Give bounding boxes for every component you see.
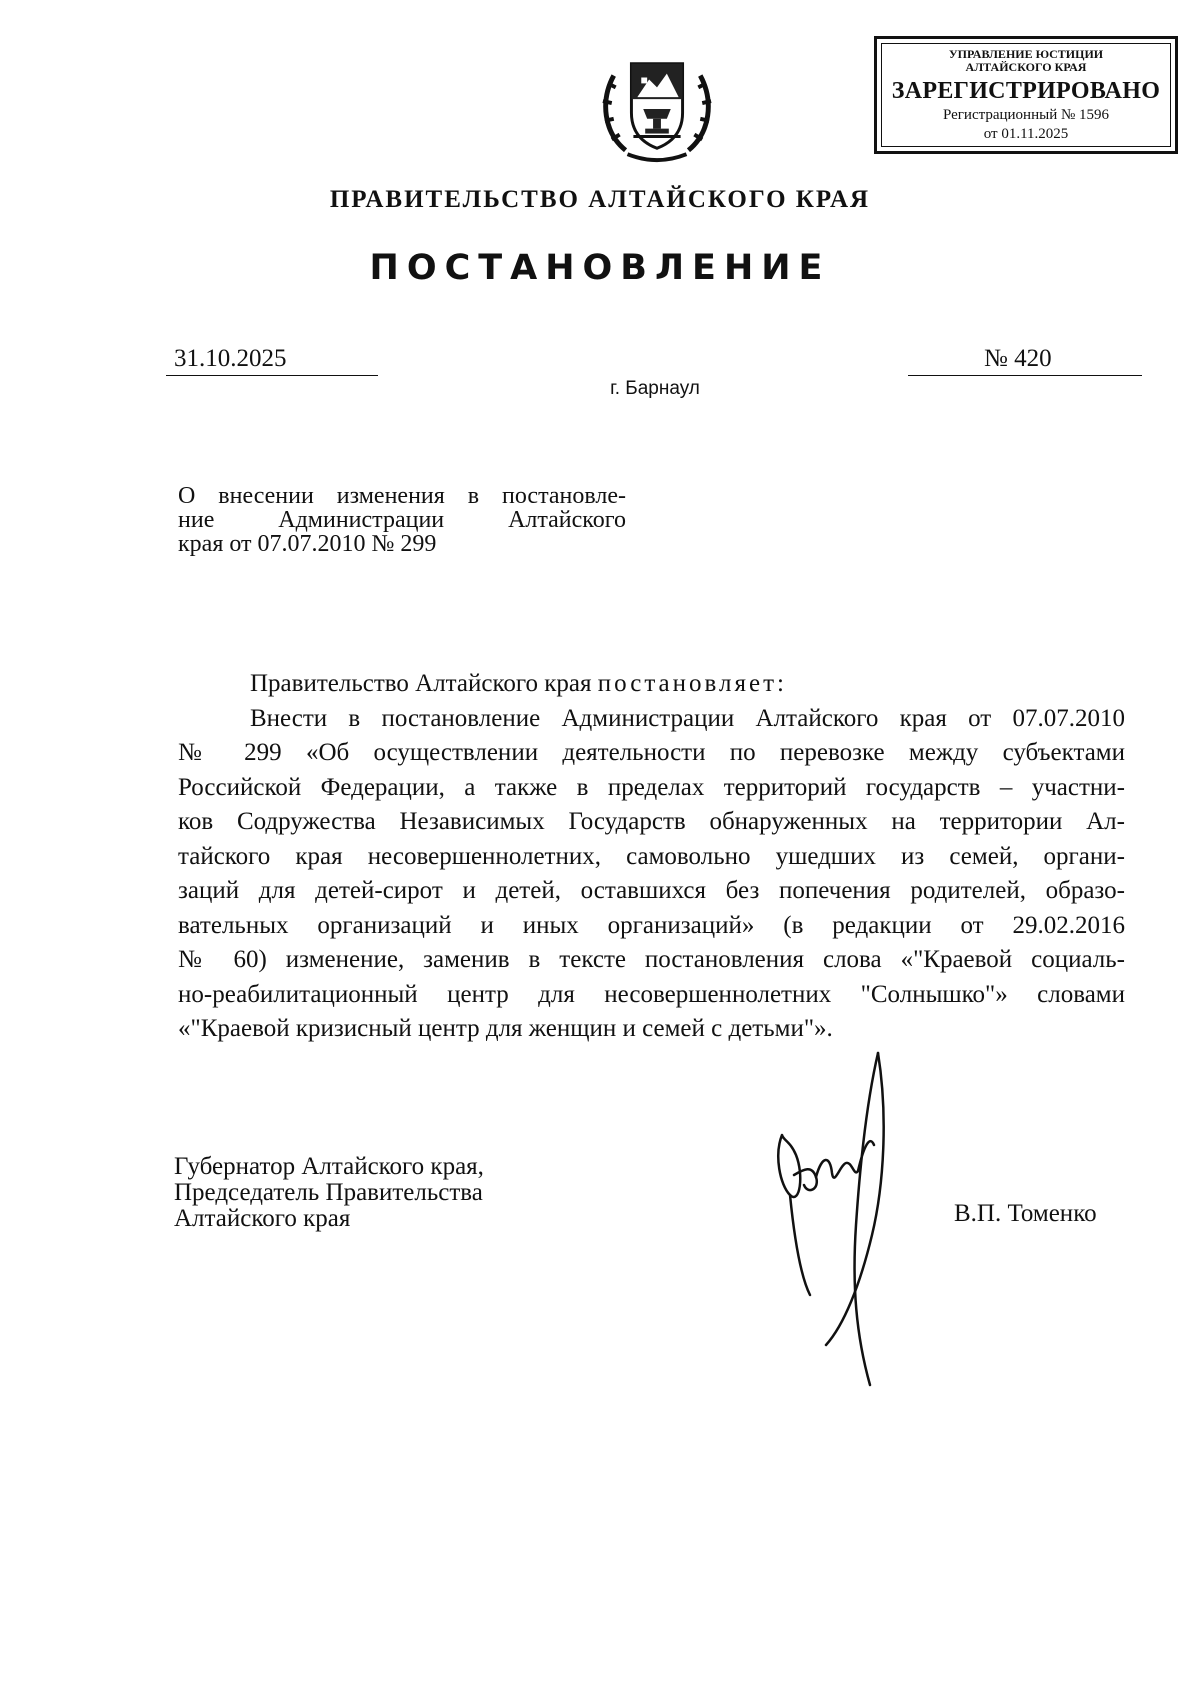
signatory-name: В.П. Томенко <box>954 1200 1097 1227</box>
body-line: заций для детей-сирот и детей, оставшихся без попечения родителей, образо- <box>178 877 1125 904</box>
body-line: тайского края несовершеннолетних, самовольно ушедших из семей, органи- <box>178 842 1125 870</box>
document-type-title: ПОСТАНОВЛЕНИЕ <box>369 248 831 288</box>
subject-line: О внесении изменения в постановле- <box>178 483 626 509</box>
body-line: № 299 «Об осуществлении деятельности по перевозке между субъектами <box>178 739 1125 766</box>
stamp-reg-date: от 01.11.2025 <box>983 126 1069 142</box>
body-line: Российской Федерации, а также в пределах территорий государств – участни- <box>178 773 1125 801</box>
signatory-position-line: Председатель Правительства <box>174 1179 483 1206</box>
registration-stamp <box>874 36 1178 154</box>
document-subject <box>178 484 626 556</box>
body-preamble <box>178 667 1125 702</box>
subject-line: ние Администрации Алтайского <box>178 507 626 533</box>
document-body <box>178 667 1125 1047</box>
document-date: 31.10.2025 <box>166 345 378 376</box>
signatory-position-line: Губернатор Алтайского края, <box>174 1153 484 1180</box>
coat-of-arms-icon <box>598 48 716 166</box>
body-line: ков Содружества Независимых Государств обнаруженных на территории Ал- <box>178 808 1125 835</box>
body-line: Внести в постановление Администрации Алтайского края от 07.07.2010 <box>250 704 1125 732</box>
document-city: г. Барнаул <box>610 378 700 399</box>
stamp-reg-number: Регистрационный № 1596 <box>942 107 1110 123</box>
signatory-position-line: Алтайского края <box>174 1205 351 1232</box>
signatory-position <box>174 1154 574 1232</box>
body-line: вательных организаций и иных организаций» (в редакции от 29.02.2016 <box>178 911 1125 939</box>
body-line: но-реабилитационный центр для несовершеннолетних "Солнышко"» словами <box>178 980 1125 1008</box>
subject-line: края от 07.07.2010 № 299 <box>178 531 437 557</box>
body-line: «"Краевой кризисный центр для женщин и семей с детьми"». <box>178 1015 833 1042</box>
registration-stamp-inner <box>881 43 1171 147</box>
stamp-authority-line1: УПРАВЛЕНИЕ ЮСТИЦИИ <box>948 47 1104 61</box>
stamp-status: ЗАРЕГИСТРИРОВАНО <box>891 78 1161 104</box>
handwritten-signature-icon <box>760 1045 950 1395</box>
stamp-authority-line2: АЛТАЙСКОГО КРАЯ <box>965 60 1087 74</box>
preamble-verb: постановляет: <box>597 670 787 697</box>
body-line: № 60) изменение, заменив в тексте постановления слова «"Краевой социаль- <box>178 946 1125 973</box>
government-title: ПРАВИТЕЛЬСТВО АЛТАЙСКОГО КРАЯ <box>329 186 871 213</box>
document-number: № 420 <box>908 345 1142 376</box>
preamble-subject: Правительство Алтайского края <box>250 670 592 697</box>
